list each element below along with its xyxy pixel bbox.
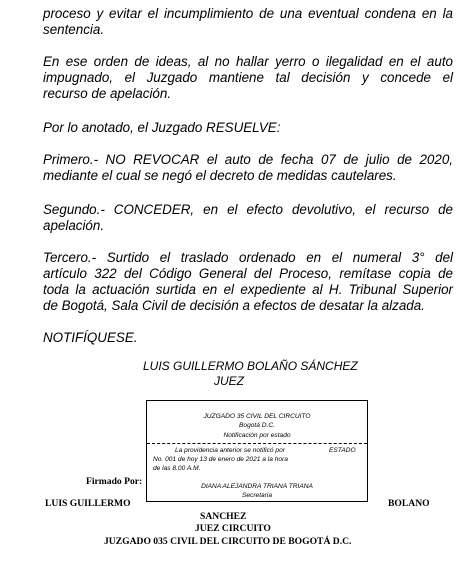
stamp-line1-right: ESTADO <box>329 447 356 454</box>
signer-name-left: LUIS GUILLERMO <box>45 498 131 509</box>
text-line: recurso de apelación. <box>43 86 172 101</box>
paragraph-first <box>43 152 453 184</box>
text-line: Por lo anotado, el Juzgado RESUELVE: <box>43 120 281 135</box>
stamp-city: Bogotá D.C. <box>239 422 275 429</box>
stamp-court: JUZGADO 35 CIVIL DEL CIRCUITO <box>203 413 311 420</box>
stamp-line2: No. 001 de hoy 13 de enero de 2021 a la hora <box>153 456 288 463</box>
text-line: artículo 322 del Código General del Proceso, remítase copia de <box>43 266 453 281</box>
paragraph-continuation <box>43 6 453 38</box>
notification-stamp <box>146 400 368 502</box>
paragraph-second <box>43 202 453 234</box>
text-line: Tercero.- Surtido el traslado ordenado en el numeral 3° del <box>43 250 453 265</box>
stamp-line3: de las 8.00 A.M. <box>153 465 201 472</box>
text-line: toda la actuación surtida en el expediente al H. Tribunal Superior <box>43 282 453 297</box>
signed-by-label: Firmado Por: <box>86 476 143 487</box>
text-line: impugnado, el Juzgado mantiene tal decisión y concede el <box>43 70 453 85</box>
text-line: Primero.- NO REVOCAR el auto de fecha 07 de julio de 2020, <box>43 152 453 167</box>
judge-role: JUEZ <box>214 374 244 388</box>
signer-role: JUEZ CIRCUITO <box>195 523 271 534</box>
stamp-line1-left: La providencia anterior se notificó por <box>175 447 285 454</box>
stamp-type: Notificación por estado <box>223 432 291 439</box>
text-line: Segundo.- CONCEDER, en el efecto devolutivo, el recurso de <box>43 202 453 217</box>
stamp-secretary-role: Secretaria <box>241 492 273 499</box>
judge-name: LUIS GUILLERMO BOLAÑO SÁNCHEZ <box>143 359 358 373</box>
text-line: En ese orden de ideas, al no hallar yerro o ilegalidad en el auto <box>43 54 453 69</box>
paragraph-resolves <box>43 120 453 136</box>
notify-text: NOTIFÍQUESE. <box>43 330 138 345</box>
signer-name-cont: SANCHEZ <box>200 511 247 522</box>
paragraph-notify <box>43 330 453 346</box>
signer-court: JUZGADO 035 CIVIL DEL CIRCUITO DE BOGOTÁ D.C. <box>104 536 352 547</box>
signer-name-right: BOLANO <box>388 498 430 509</box>
paragraph-third <box>43 250 453 314</box>
text-line: sentencia. <box>43 22 105 37</box>
text-line: mediante el cual se negó el decreto de medidas cautelares. <box>43 168 397 183</box>
text-line: proceso y evitar el incumplimiento de una eventual condena en la <box>43 6 453 21</box>
stamp-secretary: DIANA ALEJANDRA TRIANA TRIANA <box>201 483 313 490</box>
text-line: de Bogotá, Sala Civil de decisión a efectos de desatar la alzada. <box>43 298 425 313</box>
paragraph-reasoning <box>43 54 453 102</box>
text-line: apelación. <box>43 218 105 233</box>
stamp-divider <box>147 443 367 444</box>
